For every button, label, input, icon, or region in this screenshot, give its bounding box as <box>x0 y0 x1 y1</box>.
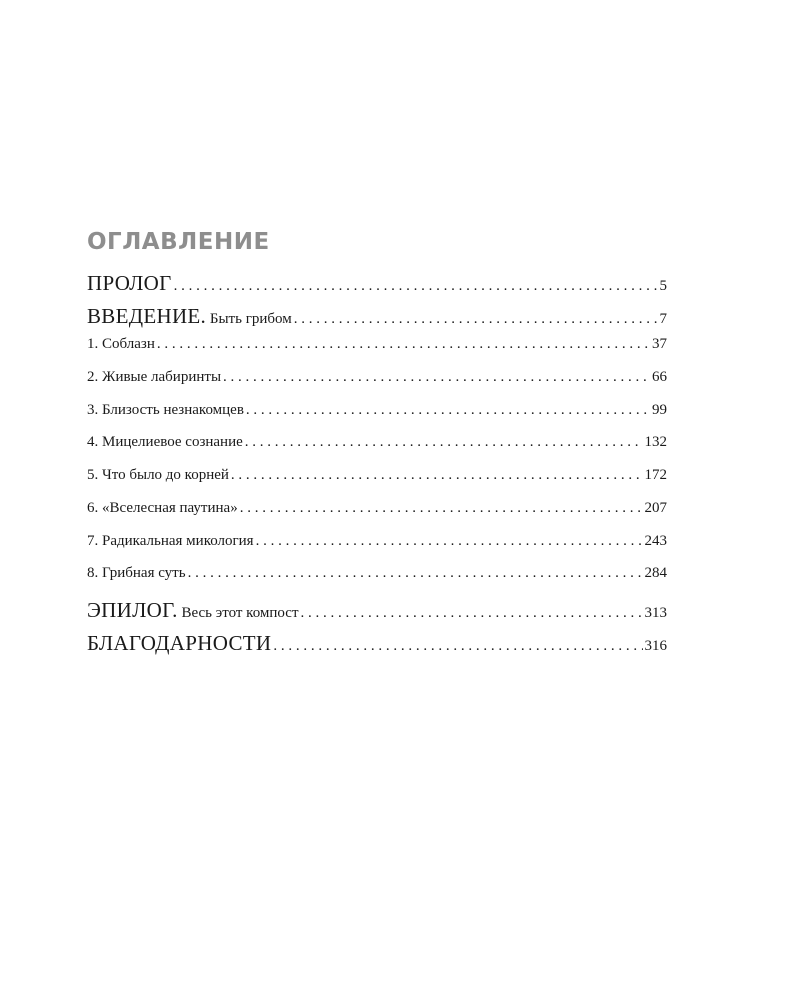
toc-entry-epilogue[interactable] <box>87 598 667 631</box>
dot-leader <box>246 402 650 419</box>
toc-entry-page: 243 <box>644 532 667 549</box>
toc-entry-page: 5 <box>659 278 667 294</box>
dot-leader <box>231 467 643 484</box>
toc-entry-subtitle: Весь этот компост <box>177 604 299 621</box>
toc-entry-page: 313 <box>644 604 667 621</box>
toc-entry-title: 4. Мицелиевое сознание <box>87 434 243 451</box>
toc-entry-page: 7 <box>659 310 667 327</box>
toc-entry-major: БЛАГОДАРНОСТИ <box>87 630 272 655</box>
toc-entry-chapter-2[interactable] <box>87 369 667 402</box>
toc-entry-title <box>87 598 299 623</box>
toc-entry-page: 99 <box>652 401 667 418</box>
toc-entry-acknowledgements[interactable] <box>87 631 667 664</box>
dot-leader <box>273 638 642 655</box>
toc-entry-chapter-6[interactable] <box>87 500 667 533</box>
toc-entry-page: 316 <box>644 637 667 654</box>
table-of-contents <box>87 222 667 663</box>
toc-entry-title: 3. Близость незнакомцев <box>87 401 244 418</box>
toc-entry-prologue[interactable] <box>87 271 667 304</box>
toc-entry-chapter-7[interactable] <box>87 533 667 566</box>
dot-leader <box>174 278 658 295</box>
toc-entry-page: 37 <box>652 336 667 353</box>
toc-entry-chapter-4[interactable] <box>87 434 667 467</box>
dot-leader <box>256 533 643 550</box>
dot-leader <box>223 369 650 386</box>
toc-entry-page: 132 <box>644 434 667 451</box>
toc-entry-title: 1. Соблазн <box>87 336 155 353</box>
toc-entry-subtitle: Быть грибом <box>206 310 292 327</box>
toc-entry-title: 6. «Вселесная паутина» <box>87 499 238 516</box>
dot-leader <box>240 500 643 517</box>
toc-list <box>87 271 667 663</box>
dot-leader <box>157 336 650 353</box>
toc-entry-title: 7. Радикальная микология <box>87 532 254 549</box>
toc-entry-chapter-1[interactable] <box>87 336 667 369</box>
toc-entry-page: 207 <box>644 499 667 516</box>
toc-entry-chapter-3[interactable] <box>87 402 667 435</box>
toc-entry-page: 172 <box>644 467 667 484</box>
toc-entry-title: 8. Грибная суть <box>87 565 186 582</box>
toc-entry-chapter-5[interactable] <box>87 467 667 500</box>
dot-leader <box>301 605 643 622</box>
toc-entry-page: 66 <box>652 369 667 386</box>
toc-entry-title <box>87 271 172 296</box>
toc-entry-page: 284 <box>644 565 667 582</box>
toc-entry-title: 5. Что было до корней <box>87 467 229 484</box>
toc-heading: ОГЛАВЛЕНИЕ <box>87 229 270 255</box>
dot-leader <box>245 434 643 451</box>
toc-entry-major: ЭПИЛОГ. <box>87 597 178 622</box>
dot-leader <box>294 311 658 328</box>
toc-entry-chapter-8[interactable] <box>87 565 667 598</box>
toc-entry-introduction[interactable] <box>87 304 667 337</box>
toc-entry-title <box>87 304 292 329</box>
toc-entry-title: 2. Живые лабиринты <box>87 369 222 386</box>
toc-entry-title <box>87 631 271 656</box>
toc-entry-major: ПРОЛОГ <box>87 271 172 295</box>
dot-leader <box>188 565 643 582</box>
toc-entry-major: ВВЕДЕНИЕ. <box>87 303 207 328</box>
